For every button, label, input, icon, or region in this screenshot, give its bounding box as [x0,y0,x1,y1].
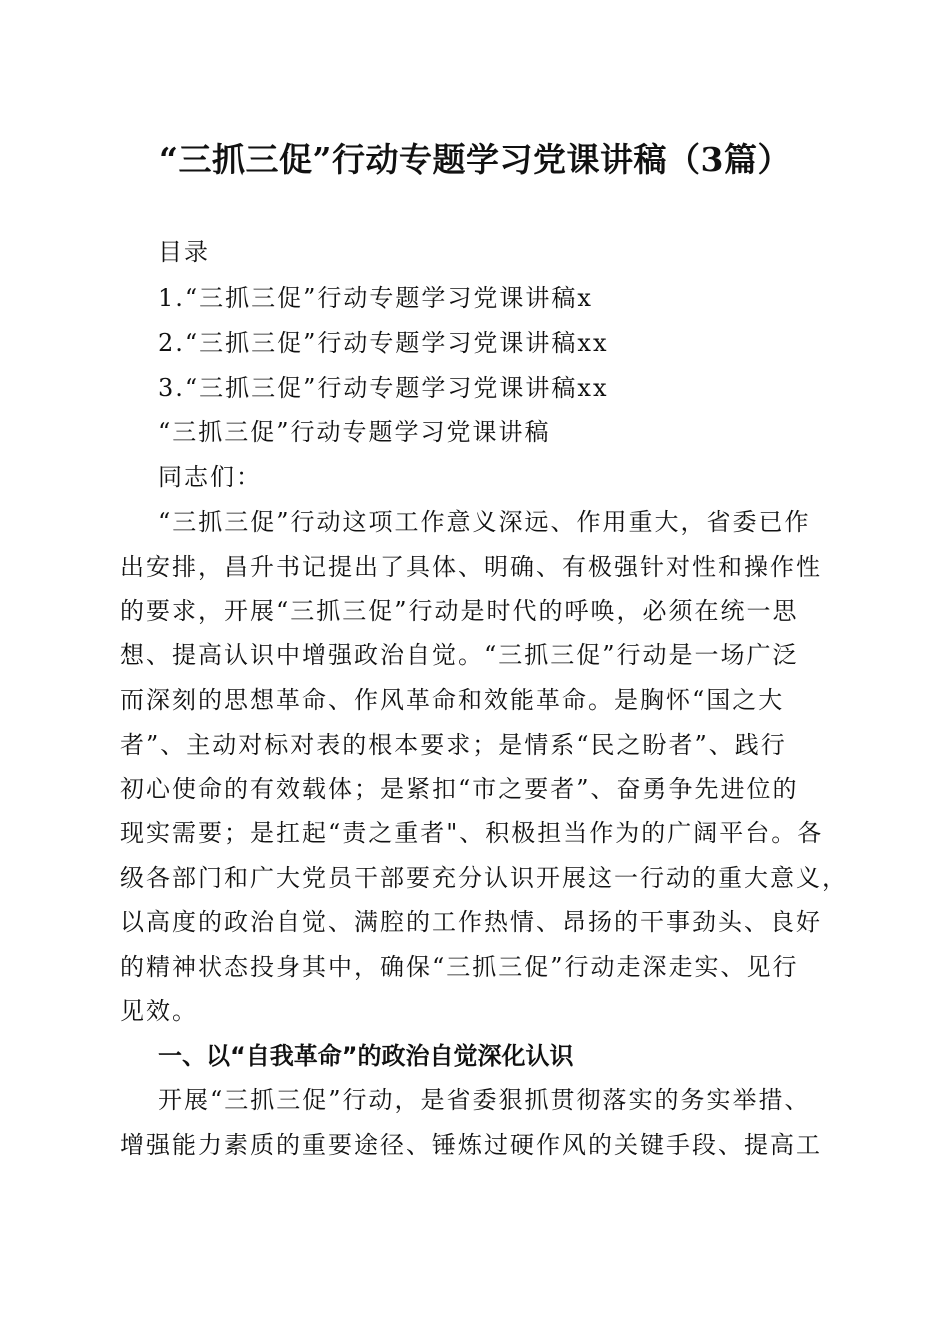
paragraph-line: 的精神状态投身其中，确保“三抓三促”行动走深走实、见行 [120,953,799,981]
toc-label: 目录 [158,238,210,266]
paragraph-line: 以高度的政治自觉、满腔的工作热情、昂扬的干事劲头、良好 [120,908,822,936]
paragraph-line: 而深刻的思想革命、作风革命和效能革命。是胸怀“国之大 [120,686,785,714]
paragraph-line: 初心使命的有效载体；是紧扣“市之要者”、奋勇争先进位的 [120,775,799,803]
paragraph-line: 开展“三抓三促”行动，是省委狠抓贯彻落实的务实举措、 [158,1086,811,1114]
paragraph-line: “三抓三促”行动这项工作意义深远、作用重大，省委已作 [158,508,811,536]
section-subtitle: “三抓三促”行动专题学习党课讲稿 [158,418,551,446]
document-title: “三抓三促”行动专题学习党课讲稿（3篇） [159,140,791,179]
paragraph-line: 的要求，开展“三抓三促”行动是时代的呼唤，必须在统一思 [120,597,799,625]
paragraph-line: 增强能力素质的重要途径、锤炼过硬作风的关键手段、提高工 [120,1131,822,1159]
toc-item[interactable]: 1.“三抓三促”行动专题学习党课讲稿x [158,284,593,312]
greeting: 同志们： [158,463,262,491]
paragraph-line: 想、提高认识中增强政治自觉。“三抓三促”行动是一场广泛 [120,641,799,669]
toc-item[interactable]: 2.“三抓三促”行动专题学习党课讲稿xx [158,329,609,357]
paragraph-line: 现实需要；是扛起“责之重者"、积极担当作为的广阔平台。各 [120,819,824,847]
section-heading: 一、以“自我革命”的政治自觉深化认识 [158,1042,574,1070]
paragraph-line: 级各部门和广大党员干部要充分认识开展这一行动的重大意义， [120,864,848,892]
paragraph-line: 出安排，昌升书记提出了具体、明确、有极强针对性和操作性 [120,553,822,581]
paragraph-line: 者”、主动对标对表的根本要求；是情系“民之盼者”、践行 [120,731,787,759]
paragraph-line: 见效。 [120,997,198,1025]
toc-item[interactable]: 3.“三抓三促”行动专题学习党课讲稿xx [158,374,609,402]
